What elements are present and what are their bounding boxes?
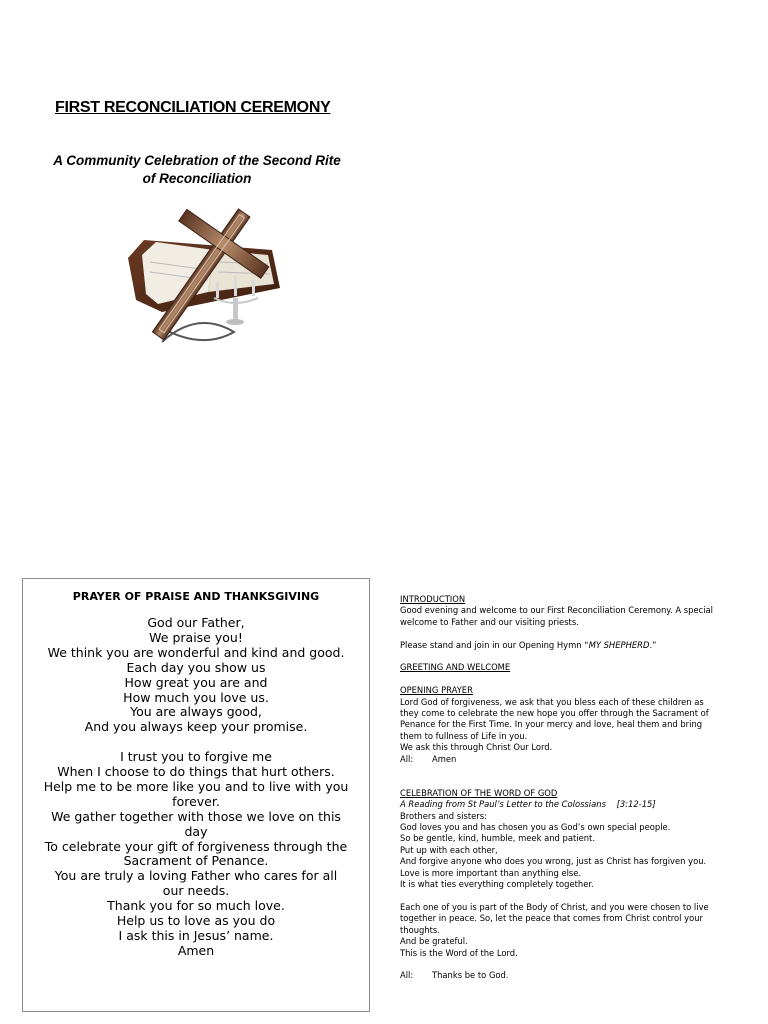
hymn-prefix: Please stand and join in our Opening Hymn “ xyxy=(400,639,589,650)
subtitle-line: A Community Celebration of the Second Rite xyxy=(53,153,341,168)
text-line: they come to celebrate the new hope you offer through the Sacrament of xyxy=(400,708,709,719)
prayer-line: day xyxy=(184,823,208,839)
prayer-line: Help us to love as you do xyxy=(116,913,276,929)
subtitle-line: of Reconciliation xyxy=(142,171,252,186)
prayer-line: Help me to be more like you and to live with you xyxy=(43,778,349,794)
text-line: thoughts. xyxy=(400,924,440,935)
response-text: Thanks be to God. xyxy=(432,970,509,981)
hymn-name: MY SHEPHERD xyxy=(588,639,650,650)
prayer-line: We gather together with those we love on this xyxy=(51,808,341,824)
response-text: Amen xyxy=(432,753,457,764)
prayer-line: our needs. xyxy=(162,883,230,899)
prayer-line: When I choose to do things that hurt others. xyxy=(57,764,335,780)
all-label: All: xyxy=(400,753,414,764)
prayer-line: We think you are wonderful and kind and good. xyxy=(47,644,345,660)
prayer-body xyxy=(23,616,369,959)
prayer-line: You are truly a loving Father who cares for all xyxy=(54,868,338,884)
greeting-heading: GREETING AND WELCOME xyxy=(400,662,511,673)
order-of-service xyxy=(400,594,760,982)
word-heading: CELEBRATION OF THE WORD OF GOD xyxy=(400,787,558,798)
text-line: God loves you and has chosen you as God’s own special people. xyxy=(400,822,671,833)
reading-title: A Reading from St Paul’s Letter to the Colossians xyxy=(400,799,606,810)
prayer-line: How great you are and xyxy=(124,674,268,690)
hymn-line xyxy=(400,640,760,651)
prayer-title: PRAYER OF PRAISE AND THANKSGIVING xyxy=(72,590,320,603)
text-line: Brothers and sisters: xyxy=(400,810,487,821)
prayer-line: To celebrate your gift of forgiveness through the xyxy=(44,838,348,854)
hymn-suffix: .” xyxy=(649,639,657,650)
text-line: It is what ties everything completely together. xyxy=(400,879,594,890)
prayer-line: How much you love us. xyxy=(123,689,269,705)
prayer-line: We praise you! xyxy=(149,629,243,645)
prayer-line: Thank you for so much love. xyxy=(107,898,285,914)
prayer-box xyxy=(22,578,370,1012)
all-label: All: xyxy=(400,970,414,981)
response-line xyxy=(400,754,760,765)
response-line xyxy=(400,970,760,981)
prayer-line: And you always keep your promise. xyxy=(84,719,308,735)
prayer-line: I ask this in Jesus’ name. xyxy=(118,928,274,944)
prayer-line: You are always good, xyxy=(130,704,262,720)
page-title: FIRST RECONCILIATION CEREMONY xyxy=(55,99,331,116)
text-line: Good evening and welcome to our First Reconciliation Ceremony. A special xyxy=(400,605,713,616)
text-line: welcome to Father and our visiting priests. xyxy=(400,616,579,627)
text-line: Put up with each other, xyxy=(400,844,498,855)
prayer-line: Amen xyxy=(177,942,215,958)
text-line: This is the Word of the Lord. xyxy=(400,947,518,958)
text-line: them to fullness of Life in you. xyxy=(400,730,528,741)
text-line: Love is more important than anything else. xyxy=(400,867,582,878)
prayer-line xyxy=(23,735,369,750)
text-line: together in peace. So, let the peace that comes from Christ control your xyxy=(400,913,703,924)
prayer-line: I trust you to forgive me xyxy=(120,749,272,765)
text-line: And forgive anyone who does you wrong, just as Christ has forgiven you. xyxy=(400,856,707,867)
prayer-line: forever. xyxy=(172,793,220,809)
prayer-line: Each day you show us xyxy=(126,659,266,675)
text-line: Each one of you is part of the Body of Christ, and you were chosen to live xyxy=(400,901,709,912)
text-line: Lord God of forgiveness, we ask that you bless each of these children as xyxy=(400,696,704,707)
prayer-line: Sacrament of Penance. xyxy=(123,853,269,869)
cross-bible-candles-icon xyxy=(122,200,282,355)
text-line: And be grateful. xyxy=(400,936,468,947)
page-subtitle xyxy=(38,152,356,188)
opening-prayer-heading: OPENING PRAYER xyxy=(400,685,473,696)
prayer-line: God our Father, xyxy=(147,615,245,630)
reading-line xyxy=(400,799,760,810)
text-line: We ask this through Christ Our Lord. xyxy=(400,742,553,753)
reading-reference: [3:12-15] xyxy=(616,799,656,810)
text-line: So be gentle, kind, humble, meek and patient. xyxy=(400,833,595,844)
introduction-heading: INTRODUCTION xyxy=(400,594,466,604)
text-line: Penance for the First Time. In your mercy and love, heal them and bring xyxy=(400,719,703,730)
